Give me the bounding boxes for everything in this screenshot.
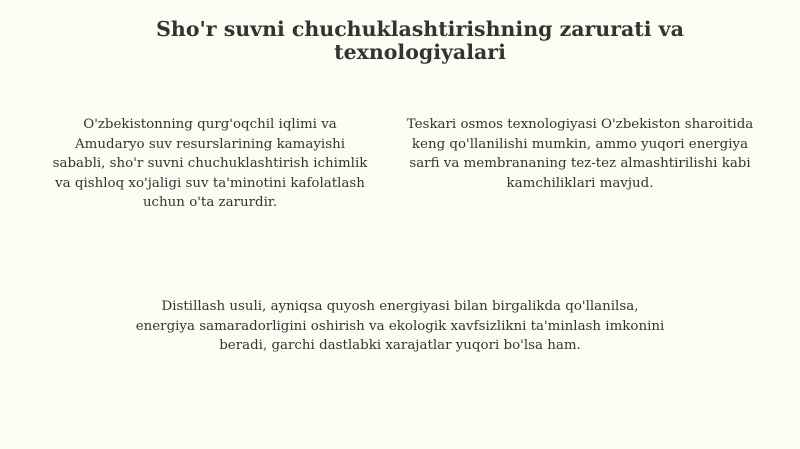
paragraph-necessity: O'zbekistonning qurg'oqchil iqlimi va Amudaryo suv resurslarining kamayishi sababli, sho'r suvni chuchuklashtirish ichimlik va qishloq xo'jaligi suv ta'minotini kafolatlash uchun o'ta zarurdir. [52,117,368,210]
paragraph-distillation: Distillash usuli, ayniqsa quyosh energiyasi bilan birgalikda qo'llanilsa, energiya samaradorligini oshirish va ekologik xavfsizlikni ta'minlash imkonini beradi, garchi dastlabki xarajatlar yuqori bo'lsa ham. [135,299,665,353]
slide-title: Sho'r suvni chuchuklashtirishning zarurati va texnologiyalari [156,17,684,64]
paragraph-reverse-osmosis: Teskari osmos texnologiyasi O'zbekiston sharoitida keng qo'llanilishi mumkin, ammo yuqori energiya sarfi va membrananing tez-tez almashtirilishi kabi kamchiliklari mavjud. [406,117,754,191]
